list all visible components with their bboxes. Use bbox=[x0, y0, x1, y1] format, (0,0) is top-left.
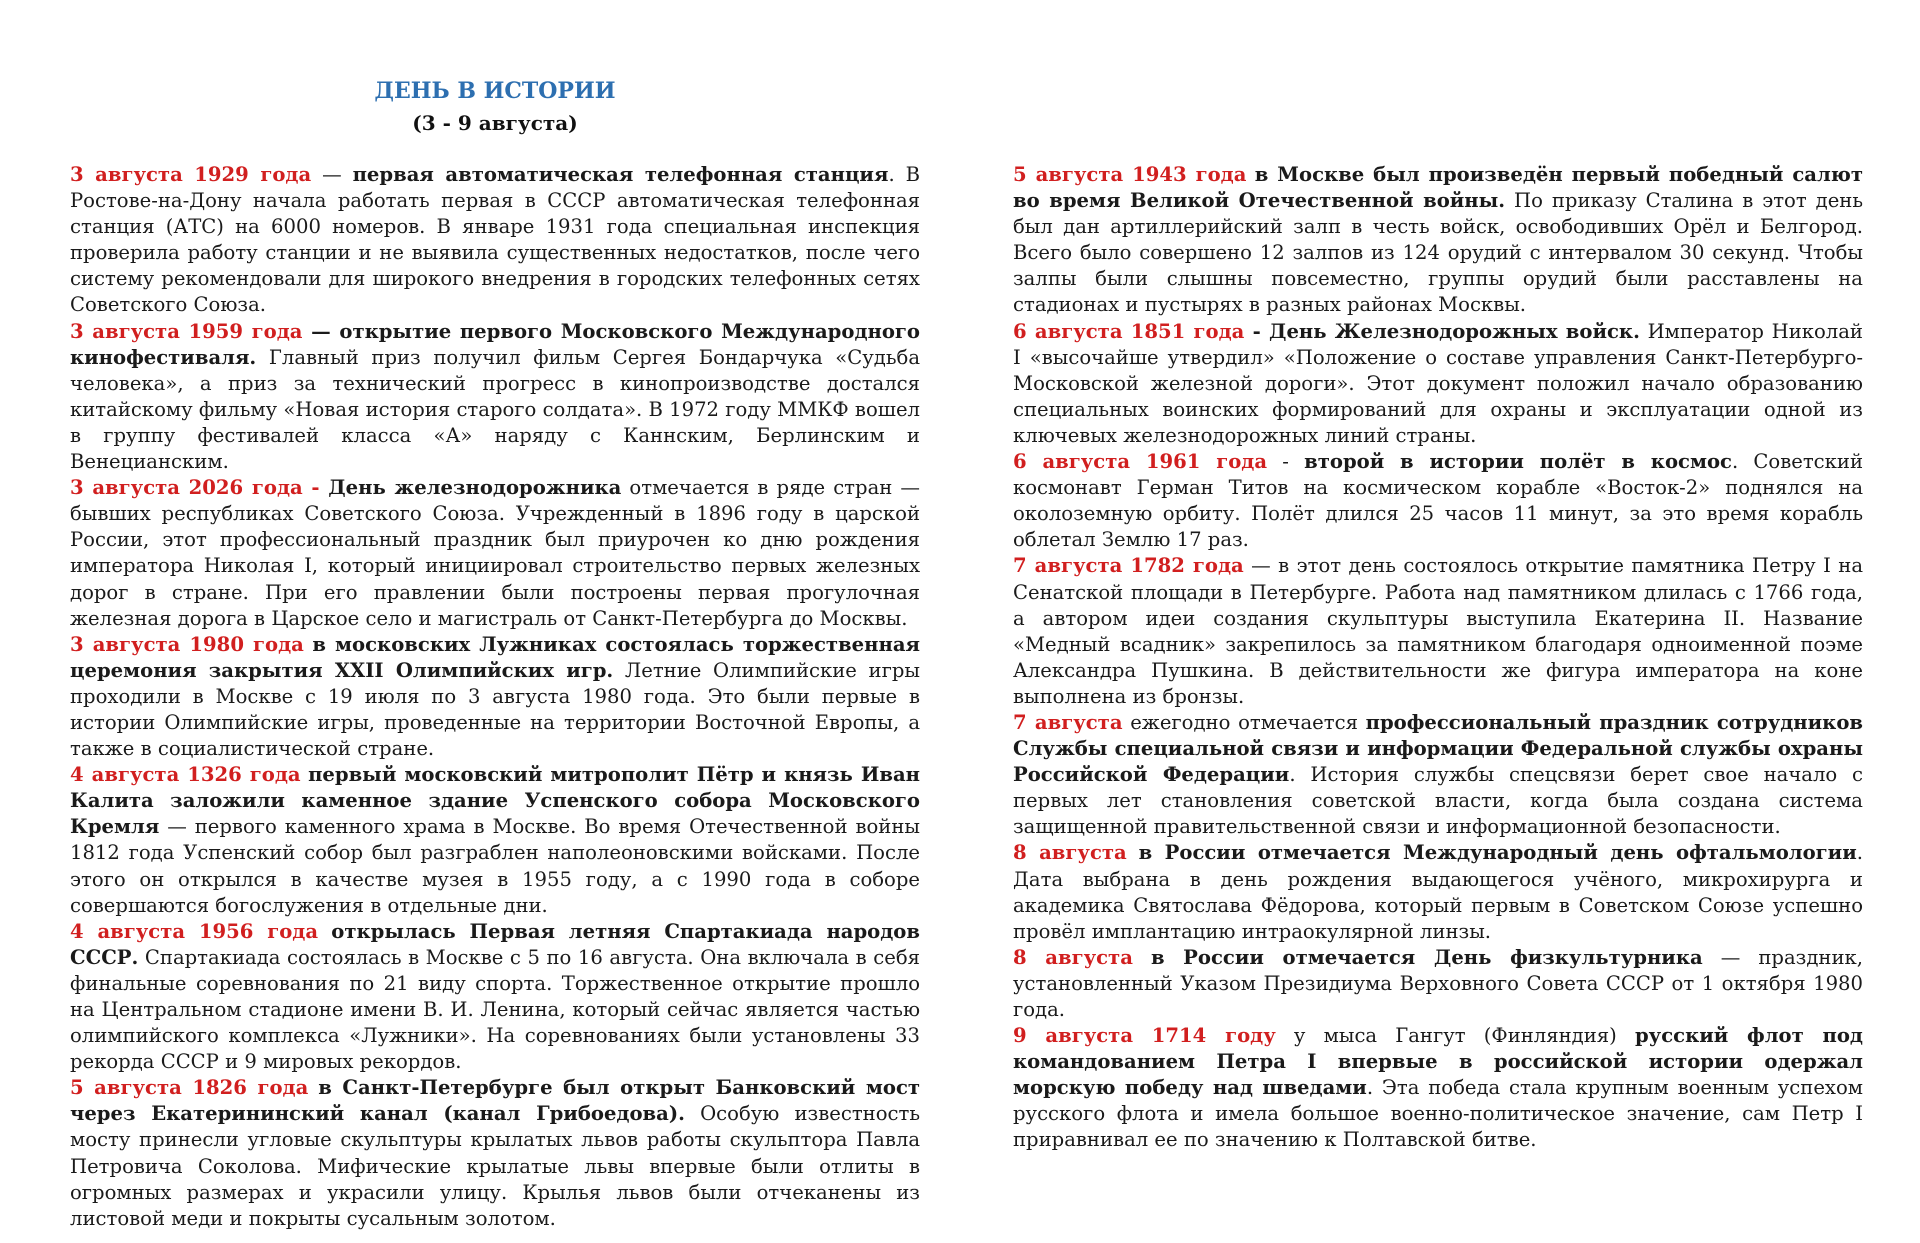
right-column bbox=[1013, 162, 1863, 1154]
entry-connector: у мыса Гангут (Финляндия) bbox=[1275, 1024, 1635, 1048]
entry-body: Летние Олимпийские игры проходили в Москве с 19 июля по 3 августа 1980 года. Это были первые в истории Олимпийские игры, проведенные на территории Восточной Европы, а также в социалистической стране. bbox=[70, 658, 920, 761]
entry-date: 5 августа 1826 года bbox=[70, 1076, 309, 1100]
entry-date: 3 августа 1980 года bbox=[70, 632, 304, 656]
entry-headline: первая автоматическая телефонная станция bbox=[352, 163, 889, 186]
entry-connector bbox=[301, 763, 308, 786]
history-entry bbox=[1013, 840, 1863, 944]
entry-body: Спартакиада состоялась в Москве с 5 по 16 августа. Она включала в себя финальные соревнования по 21 виду спорта. Торжественное открытие прошло на Центральном стадионе имени В. И. Ленина, который сейчас является частью олимпийского комплекса «Лужники». На соревнованиях были установлены 33 рекорда СССР и 9 мировых рекордов. bbox=[70, 945, 920, 1074]
entry-body: . Эта победа стала крупным военным успехом русского флота и имела большое военно-политическое значение, сам Петр I приравнивал ее по значению к Полтавской битве. bbox=[1013, 1076, 1864, 1152]
history-entry bbox=[1013, 319, 1863, 449]
entry-date: 4 августа 1326 года bbox=[70, 763, 301, 787]
entry-body: Император Николай I «высочайше утвердил» «Положение о составе управления Санкт-Петербурго-Московской железной дороги». Этот документ положил начало образованию специальных воинских формирований для охраны и эксплуатации одной из ключевых железнодорожных линий страны. bbox=[1013, 319, 1863, 447]
page-subtitle: (3 - 9 августа) bbox=[412, 111, 578, 135]
entry-headline: русский флот под командованием Петра I впервые в российской истории одержал морскую победу над шведами bbox=[1013, 1024, 1863, 1100]
history-entry bbox=[70, 919, 920, 1076]
entry-date: 3 августа 1959 года bbox=[70, 319, 303, 343]
entry-connector: - bbox=[1244, 319, 1270, 343]
entry-connector bbox=[308, 1076, 318, 1099]
page-header bbox=[70, 74, 920, 138]
history-entry bbox=[70, 762, 920, 919]
entry-body: Особую известность мосту принесли угловые скульптуры крылатых львов работы скульптора Павла Петровича Соколова. Мифические крылатые львы впервые были отлиты в огромных размерах и украсили улицу. Крылья львов были отчеканены из листовой меди и покрыты сусальным золотом. bbox=[70, 1102, 920, 1230]
entry-date: 7 августа 1782 года bbox=[1013, 554, 1244, 578]
entry-headline: День железнодорожника bbox=[328, 476, 622, 500]
entry-headline: открытие первого Московского Международного кинофестиваля. bbox=[70, 319, 921, 369]
entry-date: 4 августа 1956 года bbox=[70, 919, 319, 943]
entry-headline: в России отмечается Международный день офтальмологии bbox=[1138, 841, 1857, 865]
entry-headline: в Москве был произведён первый победный салют во время Великой Отечественной войны. bbox=[1013, 163, 1863, 213]
entry-date: 6 августа 1851 года bbox=[1013, 319, 1245, 343]
entry-body: Главный приз получил фильм Сергея Бондарчука «Судьба человека», а приз за технический прогресс в кинопроизводстве достался китайскому фильму «Новая история старого солдата». В 1972 году ММКФ вошел в группу фестивалей класса «А» наряду с Каннским, Берлинским и Венецианским. bbox=[70, 345, 920, 474]
entry-connector bbox=[1133, 946, 1151, 969]
history-entry bbox=[1013, 945, 1863, 1023]
entry-body: . История службы спецсвязи берет свое начало с первых лет становления советской власти, когда была создана система защищенной правительственной связи и информационной безопасности. bbox=[1013, 763, 1863, 839]
entry-body: — первого каменного храма в Москве. Во время Отечественной войны 1812 года Успенский собор был разграблен наполеоновскими войсками. После этого он открылся в качестве музея в 1955 году, а с 1990 года в соборе совершаются богослужения в отдельные дни. bbox=[70, 815, 920, 917]
entry-connector bbox=[1246, 163, 1254, 186]
entry-connector: - bbox=[1267, 450, 1305, 474]
entry-connector: ежегодно отмечается bbox=[1122, 710, 1366, 734]
entry-body: — в этот день состоялось открытие памятника Петру I на Сенатской площади в Петербурге. Работа над памятником длилась с 1766 года, а автором идеи создания скульптуры выступила Екатерина II. Название «Медный всадник» закрепилось за памятником благодаря одноименной поэме Александра Пушкина. В действительности же фигура императора на коне выполнена из бронзы. bbox=[1013, 554, 1863, 708]
history-entry bbox=[70, 162, 920, 319]
history-entry bbox=[1013, 1023, 1863, 1153]
entry-connector bbox=[1127, 841, 1139, 864]
entry-headline: в Санкт-Петербурге был открыт Банковский мост через Екатерининский канал (канал Грибоедова). bbox=[70, 1076, 921, 1126]
entry-connector: — bbox=[302, 319, 340, 343]
left-column bbox=[70, 162, 920, 1232]
entry-headline: в московских Лужниках состоялась торжественная церемония закрытия XXII Олимпийских игр. bbox=[70, 632, 920, 682]
entry-body: По приказу Сталина в этот день был дан артиллерийский залп в честь войск, освободивших Орёл и Белгород. Всего было совершено 12 залпов из 124 орудий с интервалом 30 секунд. Чтобы залпы были слышны повсеместно, группы орудий были расставлены на стадионах и пустырях в разных районах Москвы. bbox=[1013, 189, 1864, 317]
page-title: ДЕНЬ В ИСТОРИИ bbox=[374, 78, 616, 104]
entry-headline: второй в истории полёт в космос bbox=[1304, 450, 1732, 474]
entry-date: 6 августа 1961 года bbox=[1013, 450, 1268, 474]
entry-connector bbox=[318, 920, 331, 943]
entry-date: 7 августа bbox=[1013, 710, 1123, 734]
entry-date: 9 августа 1714 году bbox=[1013, 1024, 1276, 1048]
entry-date: 3 августа 2026 года bbox=[70, 476, 303, 500]
entry-date: 8 августа bbox=[1013, 841, 1127, 865]
history-entry bbox=[70, 1075, 920, 1232]
history-entry bbox=[70, 632, 920, 762]
entry-headline: профессиональный праздник сотрудников Службы специальной связи и информации Федеральной службы охраны Российской Федерации bbox=[1013, 710, 1863, 787]
entry-connector: - bbox=[302, 476, 329, 500]
entry-date: 3 августа 1929 года bbox=[70, 163, 312, 186]
entry-connector: — bbox=[311, 163, 353, 186]
history-entry bbox=[1013, 449, 1863, 553]
entry-body: . Дата выбрана в день рождения выдающегося учёного, микрохирурга и академика Святослава Фёдорова, который первым в Советском Союзе успешно провёл имплантацию интраокулярной линзы. bbox=[1013, 841, 1863, 943]
history-entry bbox=[1013, 553, 1863, 710]
history-entry bbox=[1013, 710, 1863, 840]
entry-headline: в России отмечается День физкультурника bbox=[1150, 945, 1703, 969]
entry-date: 8 августа bbox=[1013, 945, 1133, 969]
entry-headline: День Железнодорожных войск. bbox=[1269, 319, 1640, 343]
entry-body: . В Ростове-на-Дону начала работать первая в СССР автоматическая телефонная станция (АТС) на 6000 номеров. В январе 1931 года специальная инспекция проверила работу станции и не выявила существенных недостатков, после чего систему рекомендовали для широкого внедрения в городских телефонных сетях Советского Союза. bbox=[70, 163, 920, 317]
history-entry bbox=[1013, 162, 1863, 319]
entry-body: . Советский космонавт Герман Титов на космическом корабле «Восток-2» поднялся на околоземную орбиту. Полёт длился 25 часов 11 минут, за это время корабль облетал Землю 17 раз. bbox=[1013, 450, 1864, 552]
entry-date: 5 августа 1943 года bbox=[1013, 163, 1247, 186]
entry-body: — праздник, установленный Указом Президиума Верховного Совета СССР от 1 октября 1980 года. bbox=[1013, 945, 1863, 1021]
entry-headline: первый московский митрополит Пётр и князь Иван Калита заложили каменное здание Успенского собора Московского Кремля bbox=[70, 763, 921, 839]
entry-headline: открылась Первая летняя Спартакиада народов СССР. bbox=[70, 919, 920, 969]
history-entry bbox=[70, 319, 920, 476]
entry-body: отмечается в ряде стран — бывших республиках Советского Союза. Учрежденный в 1896 году в царской России, этот профессиональный праздник был приурочен ко дню рождения императора Николая I, который инициировал строительство первых железных дорог в стране. При его правлении были построены первая прогулочная железная дорога в Царское село и магистраль от Санкт-Петербурга до Москвы. bbox=[70, 476, 921, 630]
history-entry bbox=[70, 475, 920, 632]
